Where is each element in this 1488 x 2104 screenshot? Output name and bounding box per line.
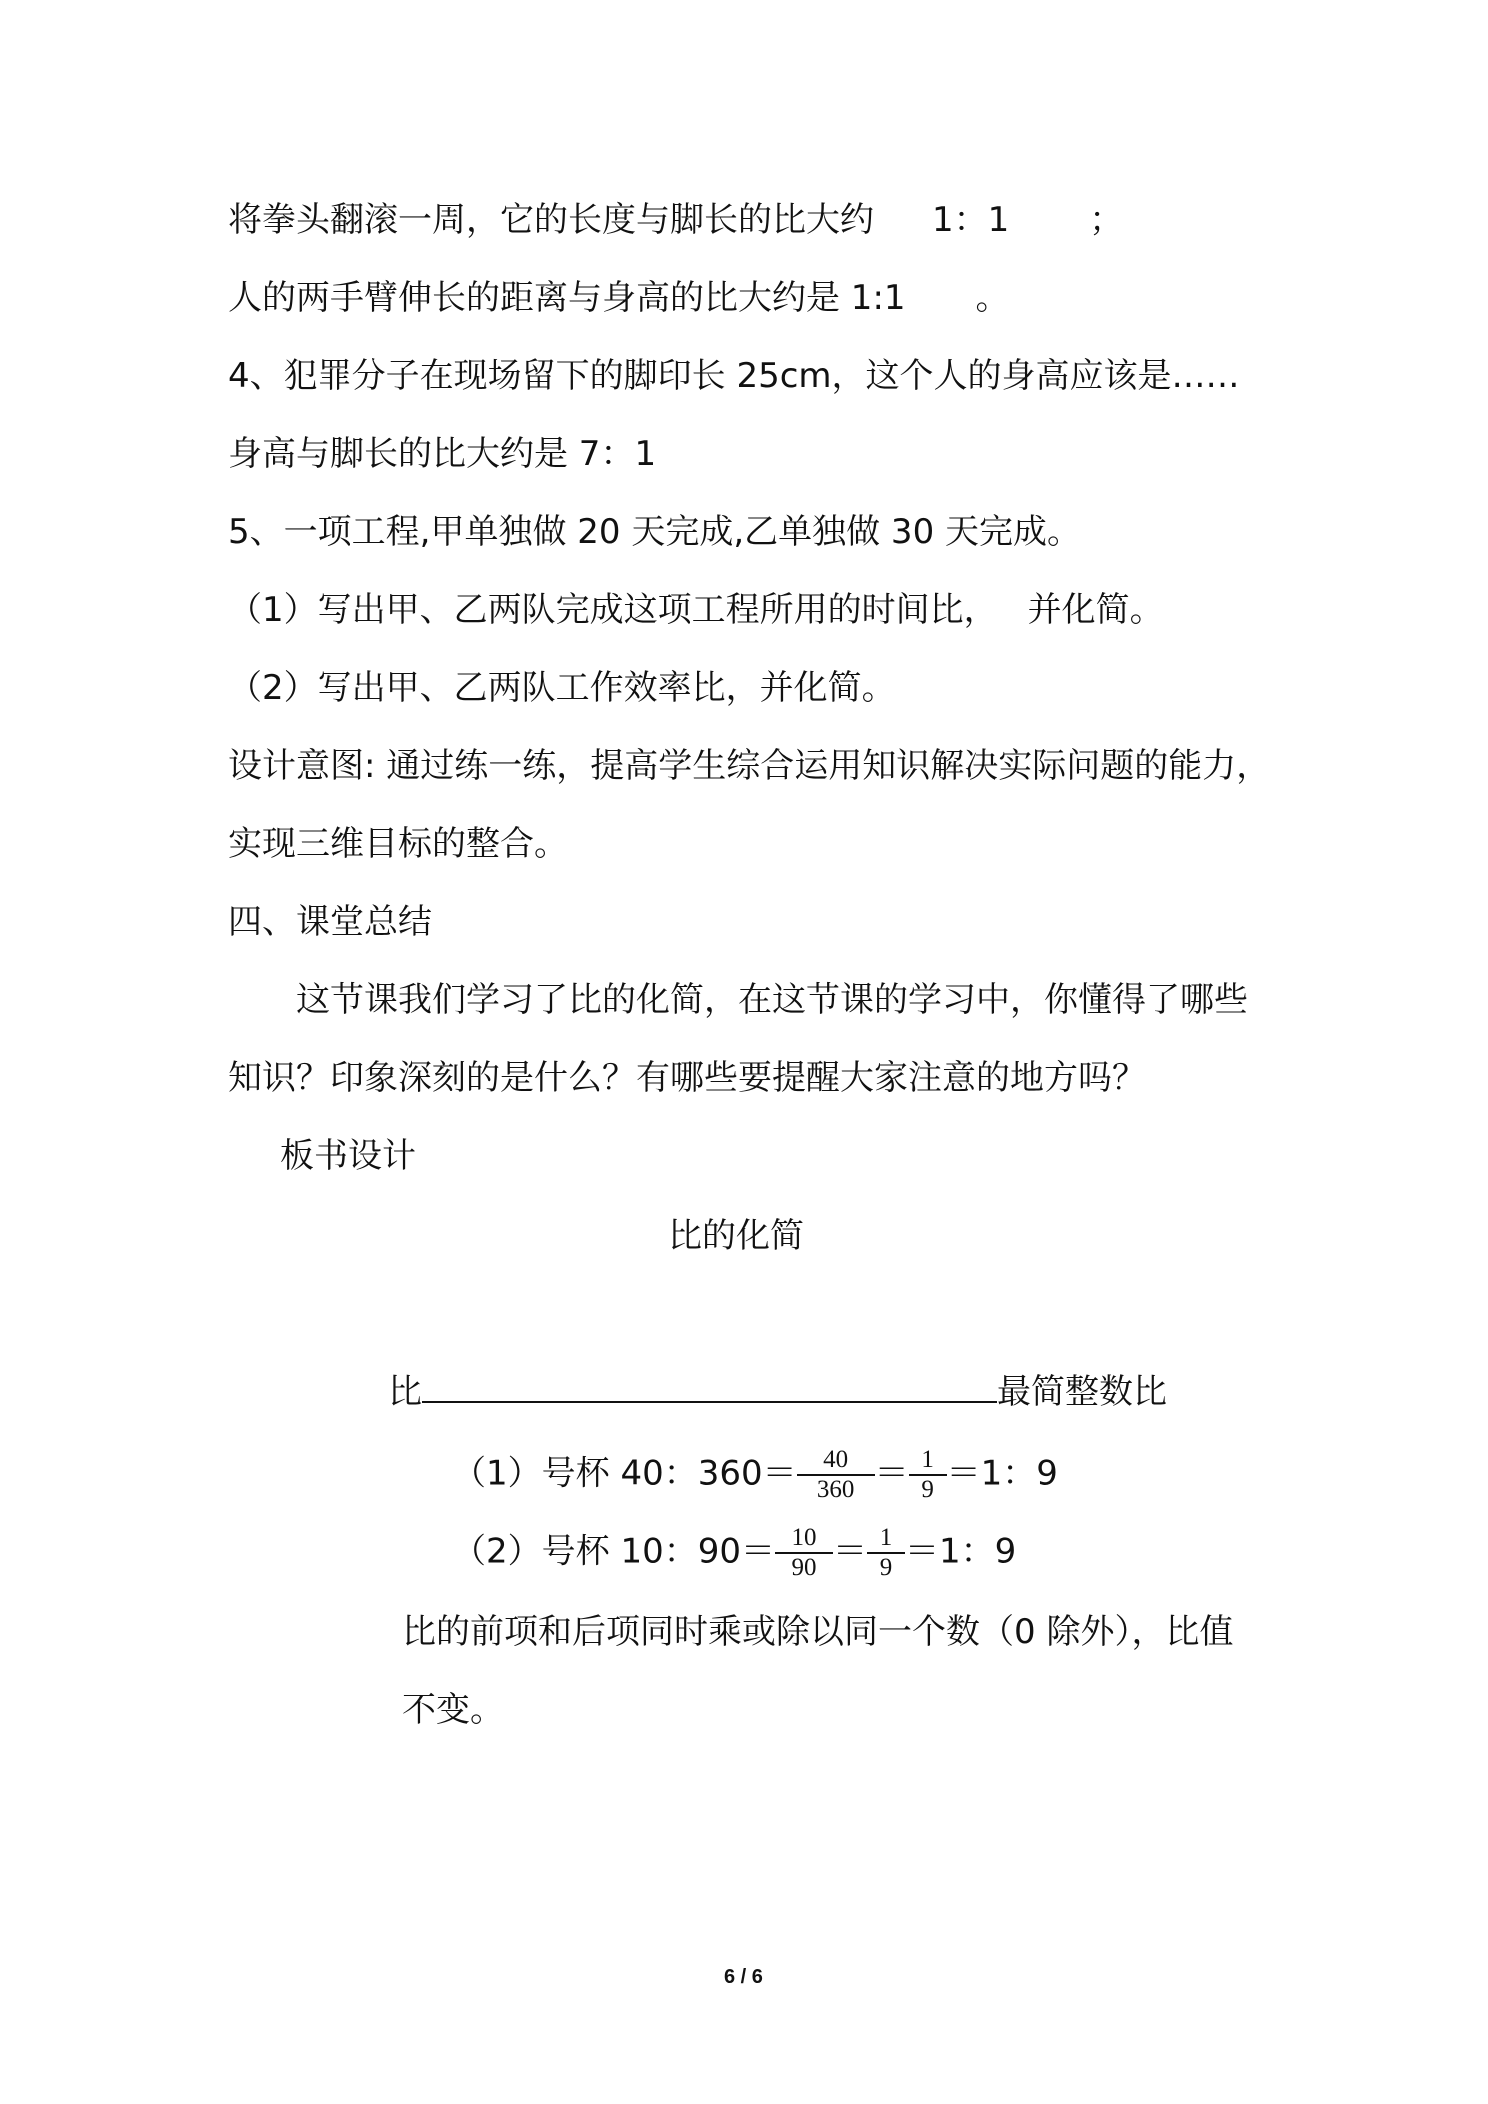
board-arrow-row <box>388 1370 1167 1414</box>
numerator: 10 <box>791 1524 817 1551</box>
text-line <box>228 588 1164 632</box>
numerator: 1 <box>921 1446 934 1473</box>
text-line: 实现三维目标的整合。 <box>228 824 568 864</box>
denominator: 360 <box>797 1474 875 1504</box>
equation-2 <box>452 1524 1016 1582</box>
line-text: 人的两手臂伸长的距离与身高的比大约是 1:1 <box>228 278 906 318</box>
eq-sign: ＝ <box>832 1531 867 1572</box>
line-text: 将拳头翻滚一周，它的长度与脚长的比大约 <box>228 200 874 240</box>
eq-tail: ＝1：9 <box>946 1453 1058 1494</box>
fraction <box>909 1446 947 1504</box>
text-line: 5、一项工程,甲单独做 20 天完成,乙单独做 30 天完成。 <box>228 512 1082 552</box>
line-end: 。 <box>975 278 1010 318</box>
equation-1 <box>452 1446 1058 1504</box>
paragraph-line: 这节课我们学习了比的化简，在这节课的学习中，你懂得了哪些 <box>296 980 1248 1020</box>
eq-prefix: （2）号杯 10：90＝ <box>452 1531 775 1572</box>
numerator: 1 <box>879 1524 893 1551</box>
line-text: 并化简。 <box>1027 590 1164 630</box>
fraction <box>775 1524 833 1582</box>
text-line: 4、犯罪分子在现场留下的脚印长 25cm，这个人的身高应该是…… <box>228 356 1240 396</box>
paragraph-line: 知识？印象深刻的是什么？有哪些要提醒大家注意的地方吗？ <box>228 1058 1146 1098</box>
answer-value: 1：1 <box>932 200 1010 240</box>
eq-sign: ＝ <box>874 1453 909 1494</box>
denominator: 90 <box>775 1552 833 1582</box>
board-title: 比的化简 <box>668 1216 804 1256</box>
arrow-line <box>422 1371 997 1403</box>
rule-line: 不变。 <box>402 1690 504 1730</box>
text-line <box>228 276 1010 320</box>
text-line: 身高与脚长的比大约是 7：1 <box>228 434 657 474</box>
denominator: 9 <box>909 1474 947 1504</box>
right-label: 最简整数比 <box>997 1372 1167 1412</box>
left-label: 比 <box>388 1372 422 1412</box>
eq-tail: ＝1：9 <box>904 1531 1017 1572</box>
eq-prefix: （1）号杯 40：360＝ <box>452 1453 797 1494</box>
line-end: ； <box>1089 200 1124 240</box>
text-line: （2）写出甲、乙两队工作效率比，并化简。 <box>228 668 896 708</box>
fraction <box>797 1446 875 1504</box>
page-number: 6 / 6 <box>724 1966 763 1988</box>
line-text: （1）写出甲、乙两队完成这项工程所用的时间比， <box>228 590 998 630</box>
text-line: 设计意图: 通过练一练，提高学生综合运用知识解决实际问题的能力， <box>228 746 1271 786</box>
text-line <box>228 198 1123 242</box>
section-heading: 四、课堂总结 <box>228 902 432 942</box>
numerator: 40 <box>823 1446 849 1473</box>
fraction <box>867 1524 905 1582</box>
rule-line: 比的前项和后项同时乘或除以同一个数（0 除外），比值 <box>402 1612 1234 1652</box>
denominator: 9 <box>867 1552 905 1582</box>
subsection-heading: 板书设计 <box>280 1136 416 1176</box>
